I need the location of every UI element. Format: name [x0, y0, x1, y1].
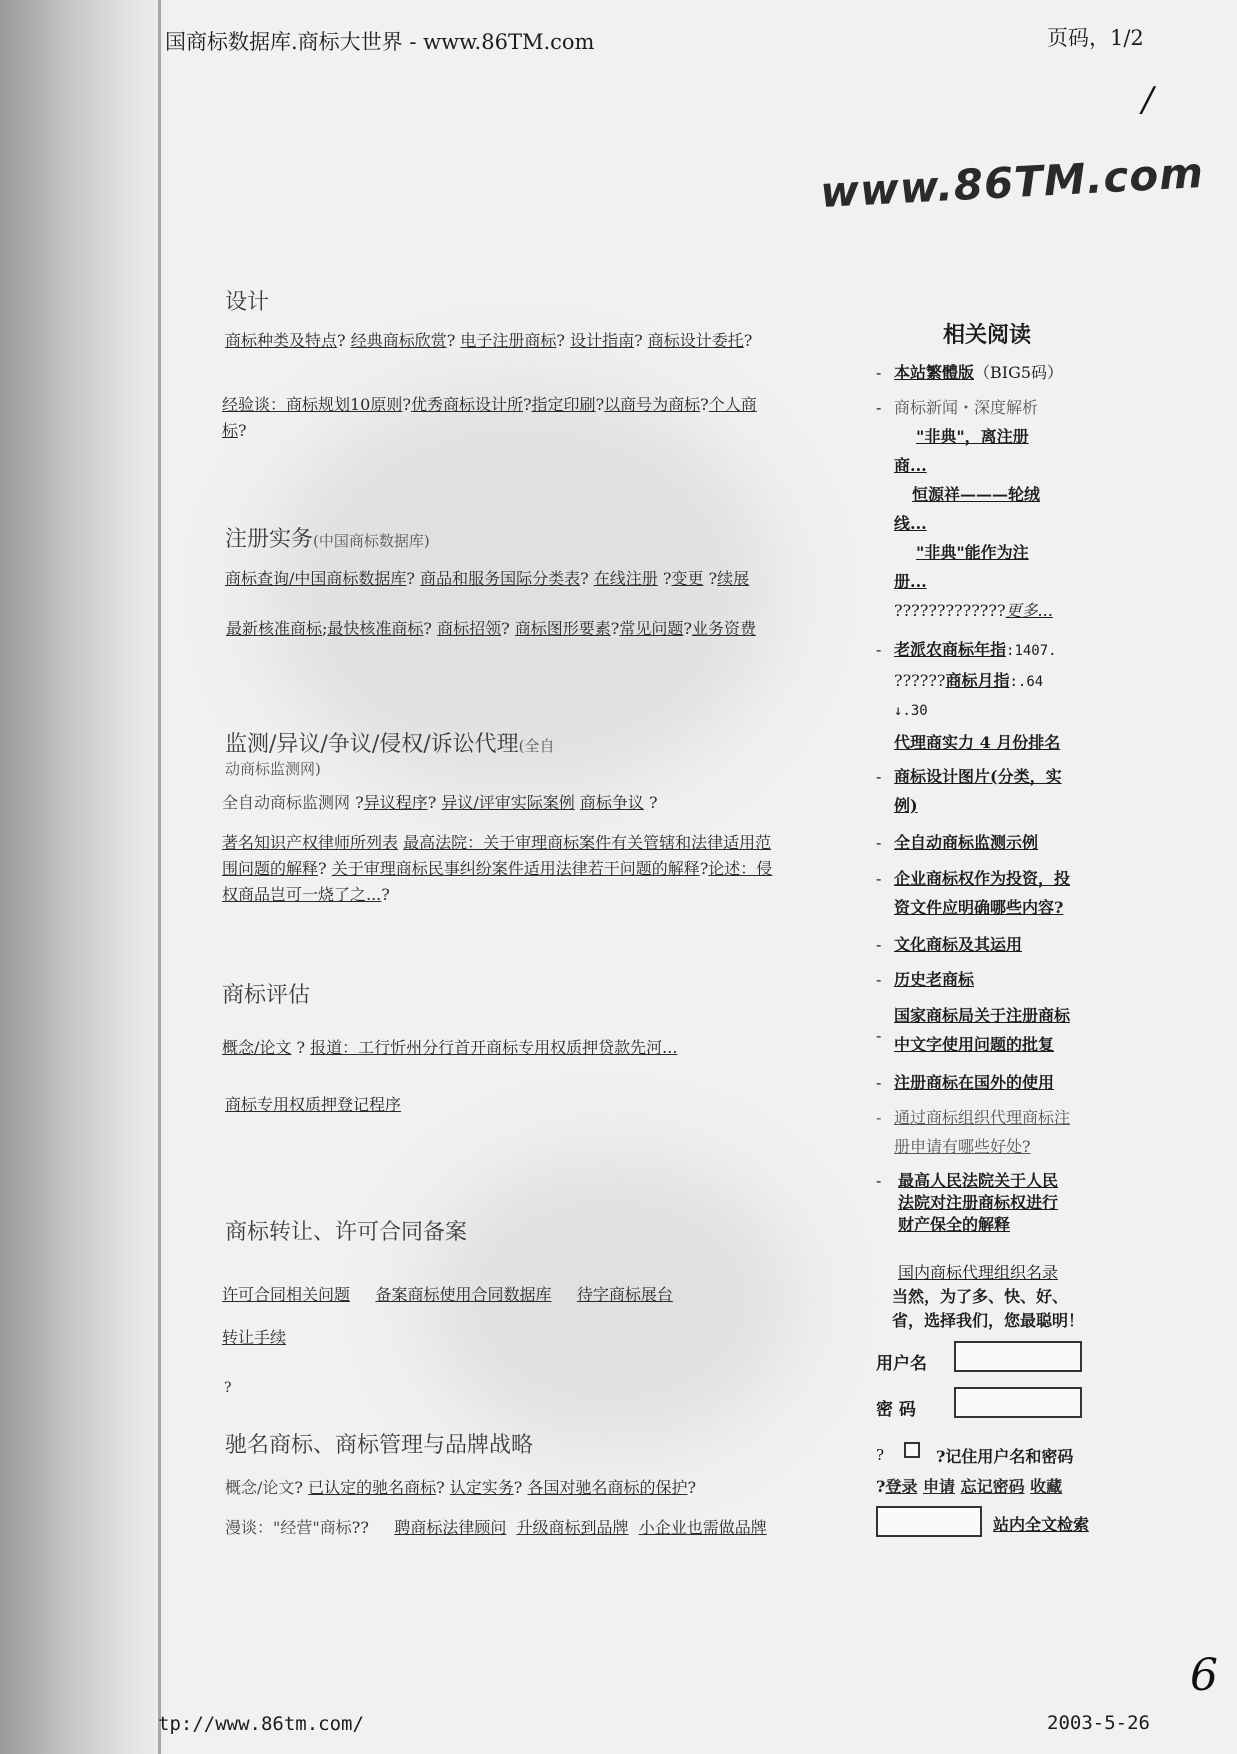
valuation-links-1: 概念/论文 ? 报道：工行忻州分行首开商标专用权质押贷款先河... — [222, 1038, 678, 1057]
username-input[interactable] — [954, 1341, 1082, 1372]
link[interactable]: 报道：工行忻州分行首开商标专用权质押贷款先河... — [310, 1038, 678, 1057]
site-search-button[interactable]: 站内全文检索 — [993, 1515, 1090, 1534]
sidebar-item-agent-rank[interactable]: 代理商实力 4 月份排名 — [894, 733, 1061, 752]
link[interactable]: 册... — [894, 572, 927, 591]
link[interactable]: 商标专用权质押登记程序 — [225, 1095, 402, 1114]
link[interactable]: 老派农商标年指 — [894, 640, 1007, 659]
link[interactable]: 商... — [894, 456, 927, 475]
link[interactable]: 最新核准商标 — [226, 619, 323, 638]
sidebar-item-monitor-example[interactable]: - 全自动商标监测示例 — [876, 833, 1039, 852]
sidebar-item-bureau[interactable]: - 国家商标局关于注册商标 中文字使用问题的批复 — [876, 1006, 1071, 1054]
link[interactable]: 转让手续 — [222, 1328, 287, 1347]
footer-url: tp://www.86tm.com/ — [158, 1713, 364, 1735]
logo[interactable]: www.86TM.com — [818, 147, 1206, 218]
link[interactable]: 线... — [894, 514, 927, 533]
monitoring-links-1: 全自动商标监测网 ?异议程序? 异议/评审实际案例 商标争议 ? — [222, 793, 658, 812]
link[interactable]: 设计指南 — [570, 331, 635, 350]
design-links-1: 商标种类及特点? 经典商标欣赏? 电子注册商标? 设计指南? 商标设计委托? — [225, 331, 753, 350]
link[interactable]: 商标月指 — [945, 671, 1010, 690]
link[interactable]: 备案商标使用合同数据库 — [375, 1285, 552, 1304]
link[interactable]: 标 — [222, 421, 239, 440]
link[interactable]: 指定印刷 — [531, 395, 596, 414]
link[interactable]: 最高法院：关于审理商标案件有关管辖和法律适用范 — [403, 833, 772, 852]
link[interactable]: 商标招领 — [437, 619, 502, 638]
link[interactable]: 认定实务 — [449, 1478, 514, 1497]
link[interactable]: 业务资费 — [691, 619, 756, 638]
sidebar-directory[interactable]: 国内商标代理组织名录 — [898, 1263, 1059, 1282]
section-title-famous: 驰名商标、商标管理与品牌战略 — [225, 1433, 534, 1458]
link[interactable]: 经典商标欣赏 — [350, 331, 447, 350]
label: 漫谈："经营"商标 — [225, 1518, 352, 1537]
sidebar-item-news: - 商标新闻・深度解析 "非典"，离注册 商... 恒源祥———轮绒 线... "非典"能作为注 册... ?????????????更多... — [876, 398, 1053, 620]
sidebar-slogan: 当然，为了多、快、好、 省，选择我们，您最聪明！ — [892, 1287, 1085, 1330]
link[interactable]: 小企业也需做品牌 — [638, 1518, 767, 1537]
link[interactable]: 续展 — [717, 569, 750, 588]
link[interactable]: 商标争议 — [579, 793, 644, 812]
section-title-registration: 注册实务(中国商标数据库) — [225, 527, 430, 552]
section-title-valuation: 商标评估 — [222, 983, 311, 1008]
link[interactable]: 恒源祥———轮绒 — [912, 485, 1041, 504]
sidebar-item-index: - 老派农商标年指:1407. ??????商标月指:.64 ↓.30 — [876, 640, 1057, 719]
page-label: 页码，1/2 — [1047, 26, 1144, 50]
famous-links-1: 概念/论文? 已认定的驰名商标? 认定实务? 各国对驰名商标的保护? — [225, 1478, 697, 1497]
link[interactable]: 个人商 — [708, 395, 757, 414]
sidebar-item-organization[interactable]: - 通过商标组织代理商标注 册申请有哪些好处? — [876, 1108, 1071, 1156]
link[interactable]: 权商品岂可一烧了之... — [222, 885, 382, 904]
sidebar-item-abroad[interactable]: - 注册商标在国外的使用 — [876, 1073, 1055, 1092]
password-input[interactable] — [954, 1387, 1082, 1418]
sidebar-item-invest[interactable]: - 企业商标权作为投资，投 资文件应明确哪些内容? — [876, 869, 1071, 917]
link[interactable]: 各国对驰名商标的保护 — [527, 1478, 688, 1497]
design-links-2: 经验谈：商标规划10原则?优秀商标设计所?指定印刷?以商号为商标?个人商 标? — [222, 395, 757, 440]
link[interactable]: 优秀商标设计所 — [410, 395, 523, 414]
link[interactable]: 升级商标到品牌 — [516, 1518, 629, 1537]
link[interactable]: 待字商标展台 — [576, 1285, 673, 1304]
sidebar-item-old-brands[interactable]: - 历史老商标 — [876, 970, 975, 989]
link[interactable]: 商品和服务国际分类表 — [420, 569, 581, 588]
section-subtitle-monitoring: 动商标监测网) — [225, 760, 321, 778]
remember-label: ?记住用户名和密码 — [936, 1447, 1074, 1466]
valuation-links-2 — [225, 1092, 401, 1118]
remember-checkbox[interactable] — [904, 1442, 920, 1458]
link[interactable]: 商标设计委托 — [647, 331, 744, 350]
label: 概念/论文 — [225, 1478, 295, 1497]
link[interactable]: 论述：侵 — [708, 859, 773, 878]
monitoring-paragraph: 著名知识产权律师所列表 最高法院：关于审理商标案件有关管辖和法律适用范 围问题的解释? 关于审理商标民事纠纷案件适用法律若干问题的解释?论述：侵 权商品岂可一烧了之...? — [222, 833, 773, 904]
link[interactable]: 商标种类及特点 — [225, 331, 338, 350]
page-edge — [158, 0, 161, 1754]
link[interactable]: 著名知识产权律师所列表 — [222, 833, 399, 852]
handwritten-mark: / — [1142, 80, 1154, 120]
site-title: 国商标数据库.商标大世界 - www.86TM.com — [165, 30, 595, 54]
sidebar-title: 相关阅读 — [943, 322, 1032, 348]
sidebar-item-big5[interactable]: - 本站繁體版（BIG5码） — [876, 363, 1064, 382]
link[interactable]: 许可合同相关问题 — [222, 1285, 351, 1304]
more-link[interactable]: 更多... — [1005, 601, 1053, 620]
link[interactable]: 异议程序 — [363, 793, 428, 812]
section-title-monitoring: 监测/异议/争议/侵权/诉讼代理(全自 — [225, 732, 555, 757]
transfer-links-1 — [222, 1282, 673, 1308]
famous-links-2: 漫谈："经营"商标?? 聘商标法律顾问 升级商标到品牌 小企业也需做品牌 — [225, 1518, 767, 1537]
label: 全自动商标监测网 — [222, 793, 351, 812]
account-links: ?登录 申请 忘记密码 收藏 — [876, 1477, 1063, 1496]
link[interactable]: 在线注册 — [593, 569, 658, 588]
link[interactable]: 变更 — [671, 569, 704, 588]
link[interactable]: 电子注册商标 — [460, 331, 557, 350]
login-link[interactable]: 登录 — [885, 1477, 918, 1496]
link[interactable]: 最快核准商标 — [327, 619, 424, 638]
registration-links-2: 最新核准商标;最快核准商标? 商标招领? 商标图形要素?常见问题?业务资费 — [226, 619, 756, 638]
link[interactable]: 关于审理商标民事纠纷案件适用法律若干问题的解释 — [331, 859, 700, 878]
remember-prefix: ? — [876, 1446, 885, 1464]
sidebar-item-culture[interactable]: - 文化商标及其运用 — [876, 935, 1023, 954]
link[interactable]: 常见问题 — [619, 619, 684, 638]
register-link[interactable]: 申请 — [922, 1477, 955, 1496]
link[interactable]: 异议/评审实际案例 — [441, 793, 575, 812]
scan-margin-shadow — [0, 0, 165, 1754]
link[interactable]: 商标查询/中国商标数据库 — [225, 569, 407, 588]
footer-date: 2003-5-26 — [1047, 1712, 1150, 1734]
stray-question-mark: ? — [224, 1380, 232, 1396]
link[interactable]: "非典"，离注册 — [916, 427, 1029, 446]
registration-links-1: 商标查询/中国商标数据库? 商品和服务国际分类表? 在线注册 ?变更 ?续展 — [225, 569, 750, 588]
link[interactable]: 商标图形要素 — [514, 619, 611, 638]
username-label: 用户名 — [876, 1354, 927, 1374]
favorite-link[interactable]: 收藏 — [1030, 1477, 1063, 1496]
section-title-design: 设计 — [225, 290, 270, 315]
sidebar-item-court[interactable]: - 最高人民法院关于人民 法院对注册商标权进行 财产保全的解释 — [876, 1171, 1059, 1234]
handwritten-page-number: 6 — [1190, 1650, 1218, 1701]
link[interactable]: "非典"能作为注 — [916, 543, 1029, 562]
link[interactable]: 聘商标法律顾问 — [394, 1518, 507, 1537]
link[interactable]: 以商号为商标 — [604, 395, 701, 414]
section-title-transfer: 商标转让、许可合同备案 — [225, 1220, 468, 1245]
link[interactable]: 围问题的解释 — [222, 859, 319, 878]
sidebar-item-design-images[interactable]: - 商标设计图片(分类，实 例) — [876, 767, 1062, 815]
link[interactable]: 经验谈：商标规划10原则 — [222, 395, 403, 414]
forgot-password-link[interactable]: 忘记密码 — [960, 1477, 1025, 1496]
password-label: 密 码 — [876, 1400, 916, 1420]
link[interactable]: 概念/论文 — [222, 1038, 292, 1057]
transfer-links-2 — [222, 1325, 286, 1351]
link[interactable]: 已认定的驰名商标 — [308, 1478, 437, 1497]
site-search-input[interactable] — [876, 1506, 982, 1537]
